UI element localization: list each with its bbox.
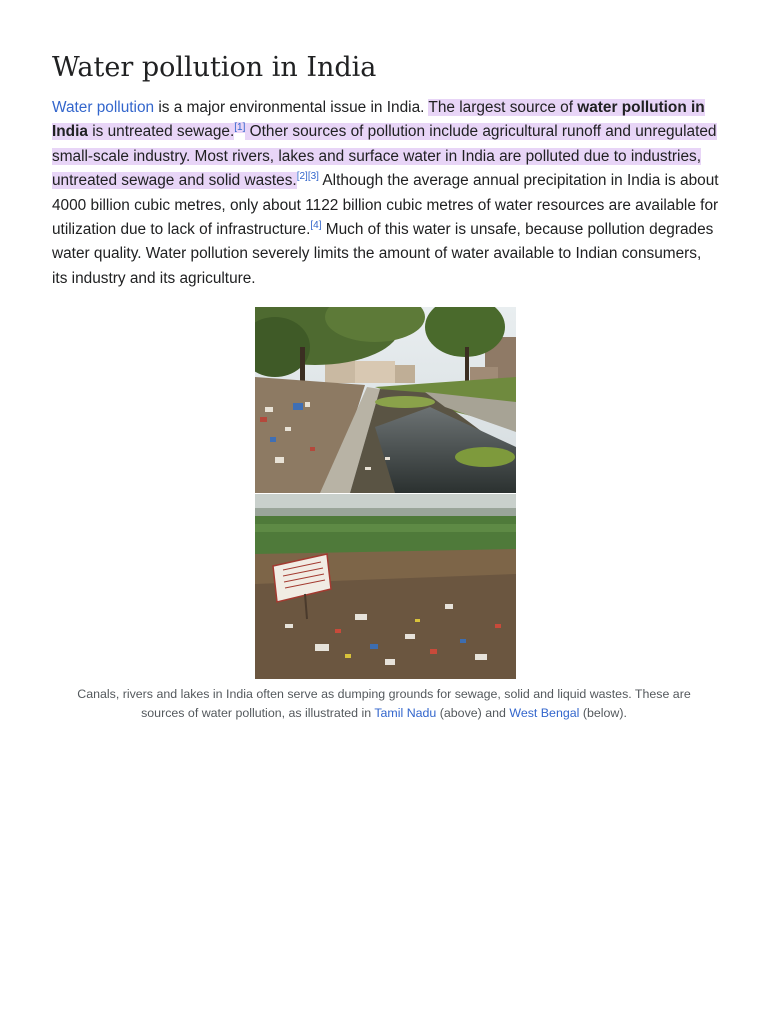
link-west-bengal[interactable]: West Bengal	[509, 706, 580, 720]
reference-link-2[interactable]: [2]	[296, 171, 308, 183]
figure	[255, 307, 516, 679]
highlight-bold-term: water pollution in India	[52, 99, 705, 141]
caption-text-2: (above) and	[436, 706, 510, 720]
reference-1	[234, 122, 245, 133]
article-paragraph	[52, 96, 720, 291]
photo-lake[interactable]	[255, 494, 516, 679]
reference-link-1[interactable]: [1]	[234, 122, 246, 134]
page-title: Water pollution in India	[52, 52, 377, 83]
highlight-text-1: The largest source of	[428, 99, 578, 116]
reference-4	[310, 220, 321, 231]
paragraph-text-1: is a major environmental issue in India.	[154, 99, 429, 116]
highlight-text-3: Other sources of pollution include agricultural runoff and unregulated small-scale industry. Most rivers, lakes and surface water in India are polluted due to industries, untreated sewage and solid wastes.	[52, 123, 717, 190]
highlight-text-2: is untreated sewage.	[87, 123, 235, 141]
figure-caption	[60, 685, 708, 723]
link-tamil-nadu[interactable]: Tamil Nadu	[374, 706, 437, 720]
paragraph-text-3: Much of this water is unsafe, because pollution degrades water quality. Water pollution severely limits the amount of water available to Indian consumers, its industry and its agriculture.	[52, 221, 714, 287]
reference-2-3	[297, 171, 319, 182]
caption-text-1: Canals, rivers and lakes in India often serve as dumping grounds for sewage, solid and liquid wastes. These are sources of water pollution, as illustrated in	[77, 687, 691, 720]
caption-text-3: (below).	[579, 706, 627, 720]
paragraph-text-2: Although the average annual precipitation in India is about 4000 billion cubic metres, only about 1122 billion cubic metres of water resources are available for utilization due to lack of infrastructure.	[52, 172, 719, 239]
reference-link-4[interactable]: [4]	[310, 219, 322, 231]
photo-canal[interactable]	[255, 307, 516, 493]
lake-photo-image	[255, 494, 516, 679]
link-water-pollution[interactable]: Water pollution	[52, 99, 155, 116]
canal-photo-image	[255, 307, 516, 493]
reference-link-3[interactable]: [3]	[307, 171, 319, 183]
